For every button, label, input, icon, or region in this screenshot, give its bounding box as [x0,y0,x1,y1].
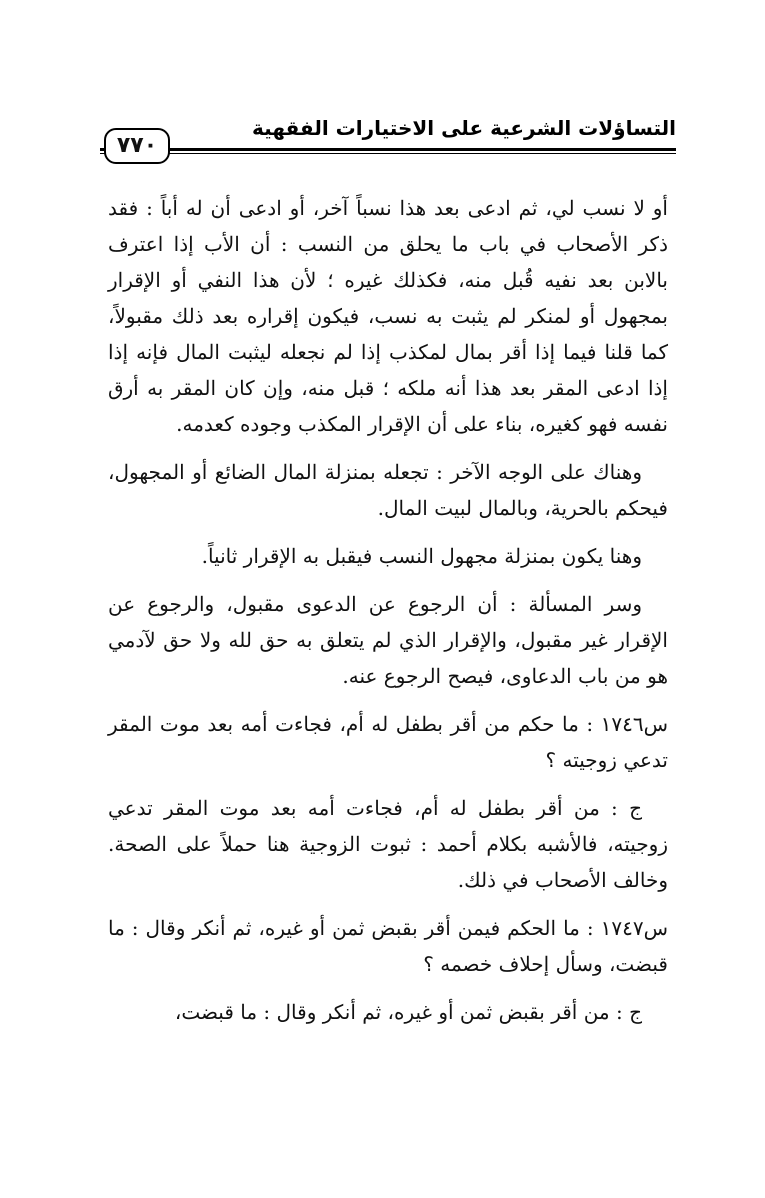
paragraph: أو لا نسب لي، ثم ادعى بعد هذا نسباً آخر، أو ادعى أن له أباً : فقد ذكر الأصحاب في باب ما يحلق من النسب : أن الأب إذا اعترف بالابن بعد نفيه قُبل منه، فكذلك غيره ؛ لأن هذا النفي أو الإقرار بمجهول أو لمنكر لم يثبت به نسب، فيكون إقراره بعد ذلك مقبولاً، كما قلنا فيما إذا أقر بمال لمكذب إذا لم نجعله ليثبت المال فإنه إذا إذا ادعى المقر بعد هذا أنه ملكه ؛ قبل منه، وإن كان المقر به أرق نفسه فهو كغيره، بناء على أن الإقرار المكذب وجوده كعدمه. [108,196,668,436]
paragraph: وهناك على الوجه الآخر : تجعله بمنزلة المال الضائع أو المجهول، فيحكم بالحرية، وبالمال لبيت المال. [108,460,668,520]
header-rule-thick [100,148,676,151]
page-header [100,108,676,158]
answer-1746: ج : من أقر بطفل له أم، فجاءت أمه بعد موت المقر تدعي زوجيته، فالأشبه بكلام أحمد : ثبوت الزوجية هنا حملاً على الصحة. وخالف الأصحاب في ذلك. [108,796,668,892]
answer-1747: ج : من أقر بقبض ثمن أو غيره، ثم أنكر وقال : ما قبضت، [174,1000,642,1024]
running-title: التساؤلات الشرعية على الاختيارات الفقهية [252,116,676,140]
page-body [108,190,668,1042]
question-1746: س١٧٤٦ : ما حكم من أقر بطفل له أم، فجاءت أمه بعد موت المقر تدعي زوجيته ؟ [108,712,668,772]
paragraph: وهنا يكون بمنزلة مجهول النسب فيقبل به الإقرار ثانياً. [201,544,642,568]
question-1747: س١٧٤٧ : ما الحكم فيمن أقر بقبض ثمن أو غيره، ثم أنكر وقال : ما قبضت، وسأل إحلاف خصمه ؟ [108,916,668,976]
header-rule-thin [100,153,676,154]
paragraph: وسر المسألة : أن الرجوع عن الدعوى مقبول، والرجوع عن الإقرار غير مقبول، والإقرار الذي لم يتعلق به حق لله ولا حق لآدمي هو من باب الدعاوى، فيصح الرجوع عنه. [108,592,668,688]
page-number: ٧٧٠ [104,128,170,164]
